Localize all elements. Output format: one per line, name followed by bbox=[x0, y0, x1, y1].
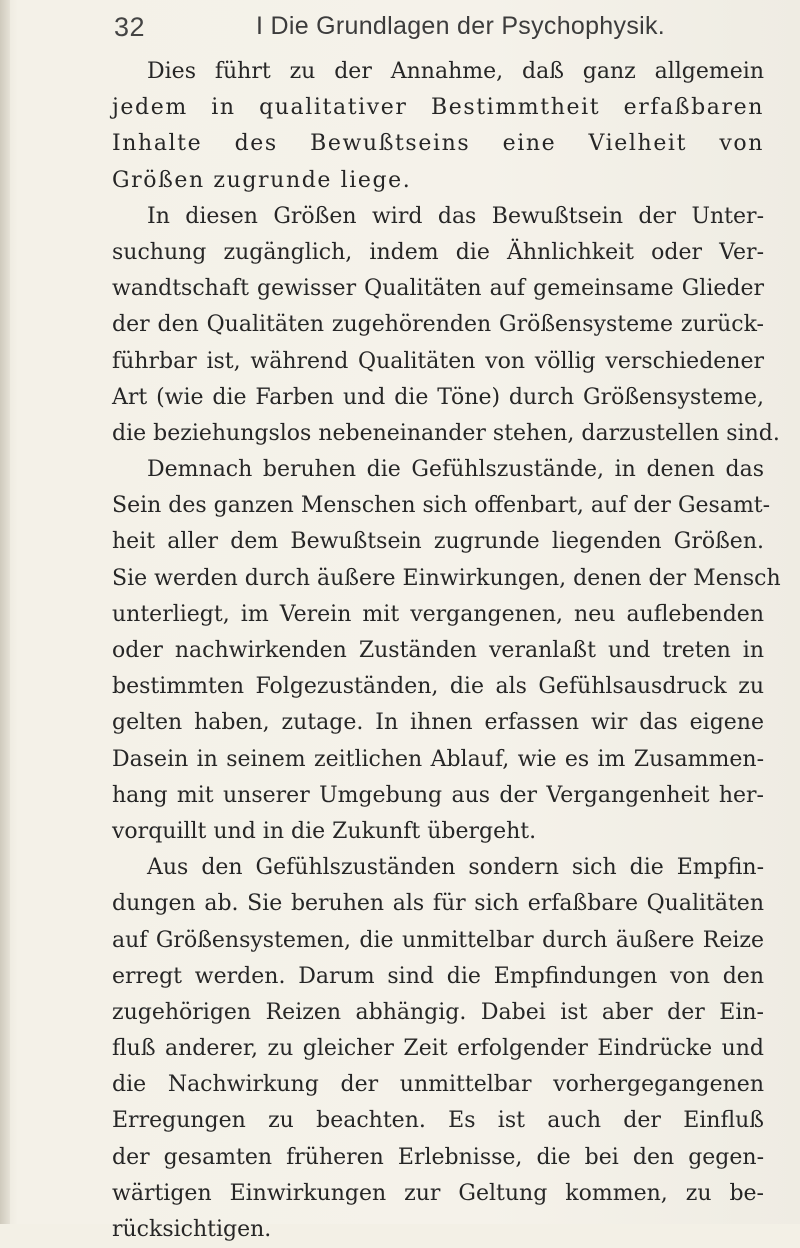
text-line: fluß anderer, zu gleicher Zeit erfolgender Eindrücke und bbox=[112, 1036, 764, 1062]
paragraph bbox=[112, 452, 781, 850]
text-line: wandtschaft gewisser Qualitäten auf gemeinsame Glieder bbox=[112, 276, 764, 302]
text-line: rücksichtigen. bbox=[112, 1217, 272, 1242]
text-line: die Nachwirkung der unmittelbar vorhergegangenen bbox=[112, 1072, 764, 1098]
text-line: Aus den Gefühlszuständen sondern sich die Empfin- bbox=[147, 855, 764, 881]
text-line: Art (wie die Farben und die Töne) durch Größensysteme, bbox=[112, 384, 764, 410]
text-line: Größen zugrunde liege. bbox=[112, 167, 412, 193]
text-line: der den Qualitäten zugehörenden Größensysteme zurück- bbox=[112, 312, 764, 338]
text-line: führbar ist, während Qualitäten von völlig verschiedener bbox=[112, 348, 764, 374]
running-header bbox=[0, 12, 800, 52]
text-line: Erregungen zu beachten. Es ist auch der Einfluß bbox=[112, 1108, 764, 1134]
text-line: Demnach beruhen die Gefühlszustände, in denen das bbox=[147, 457, 764, 483]
text-line: hang mit unserer Umgebung aus der Vergangenheit her- bbox=[112, 782, 764, 808]
text-line: zugehörigen Reizen abhängig. Dabei ist aber der Ein- bbox=[112, 999, 764, 1025]
running-title: I Die Grundlagen der Psychophysik. bbox=[256, 12, 666, 40]
body-text bbox=[112, 54, 781, 1248]
text-line: dungen ab. Sie beruhen als für sich erfaßbare Qualitäten bbox=[112, 891, 764, 917]
text-line: heit aller dem Bewußtsein zugrunde liegenden Größen. bbox=[112, 529, 764, 555]
text-line: bestimmten Folgezuständen, die als Gefühlsausdruck zu bbox=[112, 674, 764, 700]
text-line: suchung zugänglich, indem die Ähnlichkeit oder Ver- bbox=[112, 239, 764, 265]
paragraph bbox=[112, 54, 764, 199]
text-line: erregt werden. Darum sind die Empfindungen von den bbox=[112, 963, 764, 989]
text-line: die beziehungslos nebeneinander stehen, darzustellen sind. bbox=[112, 420, 780, 446]
text-line: Sie werden durch äußere Einwirkungen, denen der Mensch bbox=[112, 565, 781, 591]
page-gutter bbox=[0, 0, 10, 1224]
page-number: 32 bbox=[114, 12, 146, 42]
text-line: gelten haben, zutage. In ihnen erfassen wir das eigene bbox=[112, 710, 764, 736]
paragraph bbox=[112, 850, 764, 1248]
text-line: In diesen Größen wird das Bewußtsein der Unter- bbox=[147, 203, 764, 229]
text-line: wärtigen Einwirkungen zur Geltung kommen, zu be- bbox=[112, 1180, 764, 1206]
text-line: jedem in qualitativer Bestimmtheit erfaßbaren bbox=[112, 95, 764, 121]
text-line: unterliegt, im Verein mit vergangenen, neu auflebenden bbox=[112, 601, 764, 627]
text-line: auf Größensystemen, die unmittelbar durch äußere Reize bbox=[112, 927, 764, 953]
text-line: Dasein in seinem zeitlichen Ablauf, wie es im Zusammen- bbox=[112, 746, 764, 772]
text-line: oder nachwirkenden Zuständen veranlaßt und treten in bbox=[112, 638, 764, 663]
text-line: der gesamten früheren Erlebnisse, die bei den gegen- bbox=[112, 1144, 764, 1170]
text-line: Dies führt zu der Annahme, daß ganz allgemein bbox=[147, 59, 764, 84]
text-line: Sein des ganzen Menschen sich offenbart, auf der Gesamt- bbox=[112, 493, 771, 519]
text-line: Inhalte des Bewußtseins eine Vielheit von bbox=[112, 131, 764, 157]
text-line: vorquillt und in die Zukunft übergeht. bbox=[112, 818, 537, 844]
paragraph bbox=[112, 199, 780, 452]
